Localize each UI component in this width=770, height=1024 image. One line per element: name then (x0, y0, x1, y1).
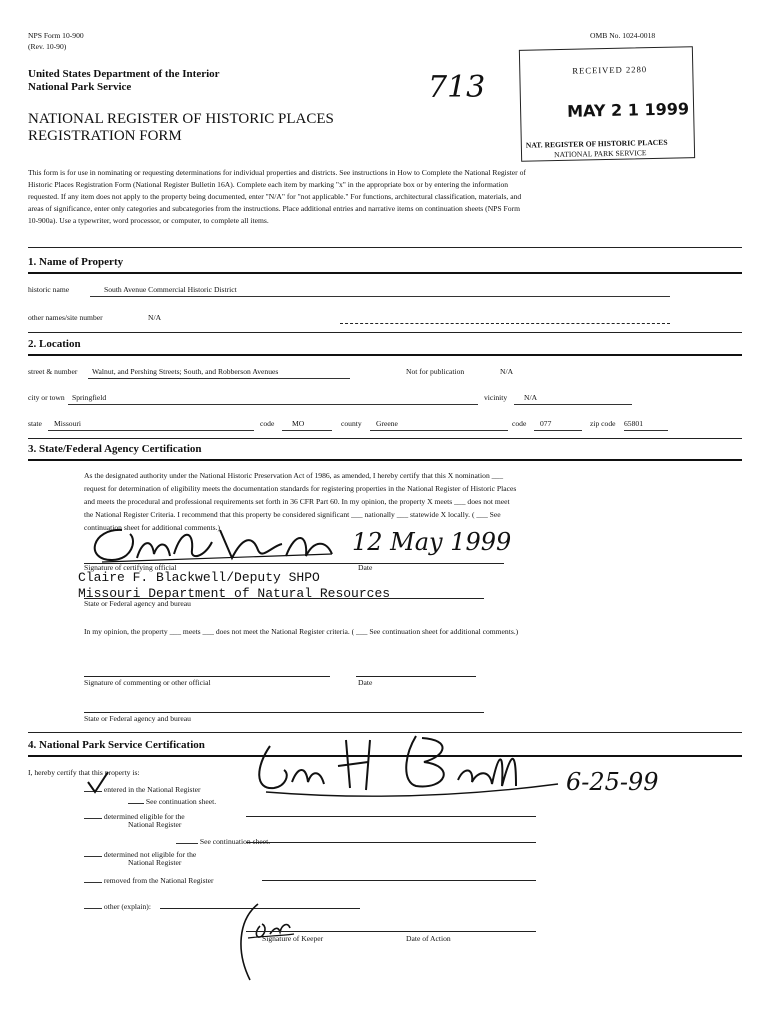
agency-label-2: State or Federal agency and bureau (84, 714, 191, 723)
county-field (370, 419, 508, 431)
status-continuation-2: See continuation sheet. (176, 833, 270, 846)
divider (28, 332, 742, 333)
status-other: other (explain): (84, 898, 151, 911)
street-value: Walnut, and Pershing Streets; South, and Robberson Avenues (92, 367, 279, 376)
city-label: city or town (28, 393, 65, 402)
commenting-label: Signature of commenting or other official (84, 678, 211, 687)
keeper-line-2 (246, 842, 536, 843)
form-number: NPS Form 10-900 (28, 31, 84, 40)
certification-line4: the National Register Criteria. I recommend that this property be considered significant ___ nationally ___ statewide X locally. ( ___ See (84, 510, 501, 519)
instructions-line4: areas of significance, enter only categories and subcategories from the instructions. Place additional entries and narrative items on continuation sheets (NPS Form (28, 204, 520, 213)
divider (340, 323, 670, 324)
certifying-date-handwritten: 12 May 1999 (352, 528, 512, 556)
state-value: Missouri (54, 419, 82, 428)
not-publication-value: N/A (500, 367, 514, 376)
county-code-value: 077 (540, 419, 552, 428)
not-publication-label: Not for publication (406, 367, 465, 376)
state-code-value: MO (292, 419, 305, 428)
vicinity-label: vicinity (484, 393, 508, 402)
zip-label: zip code (590, 419, 616, 428)
form-title-line1: NATIONAL REGISTER OF HISTORIC PLACES (28, 111, 334, 127)
keeper-line-1 (246, 816, 536, 817)
keeper-label: Signature of Keeper (262, 934, 324, 943)
historic-name-field (90, 285, 670, 297)
other-names-label: other names/site number (28, 313, 103, 322)
status-continuation-1: See continuation sheet. (128, 793, 216, 806)
keeper-line-3 (262, 880, 536, 881)
omb-number: OMB No. 1024-0018 (590, 31, 656, 40)
section4-heading: 4. National Park Service Certification (28, 739, 205, 751)
keeper-signature-line (246, 931, 536, 932)
instructions-line3: requested. If any item does not apply to the property being documented, enter "N/A" for "not applicable." For functions, architectural classification, materials, and (28, 192, 522, 201)
county-code-field (534, 419, 582, 431)
instructions-line2: Historic Places Registration Form (National Register Bulletin 16A). Complete each item by marking "x" in the appropriate box or by entering the information (28, 180, 509, 189)
certification-line1: As the designated authority under the National Historic Preservation Act of 1986, as amended, I hereby certify that this X nomination ___ (84, 471, 504, 480)
state-code-label: code (260, 419, 275, 428)
city-value: Springfield (72, 393, 107, 402)
form-title-line2: REGISTRATION FORM (28, 128, 182, 144)
commenting-signature-line (84, 676, 330, 677)
commenting-date-label: Date (358, 678, 373, 687)
historic-name-label: historic name (28, 285, 70, 294)
divider (28, 272, 742, 274)
service-name: National Park Service (28, 81, 132, 93)
signer-name: Claire F. Blackwell/Deputy SHPO (78, 570, 320, 585)
status-national-register-2: National Register (128, 858, 182, 867)
state-field (48, 419, 254, 431)
stamp-line2: NATIONAL PARK SERVICE (553, 148, 647, 160)
stamp-date: MAY 2 1 1999 (566, 99, 690, 121)
status-not-eligible: determined not eligible for the (84, 846, 196, 859)
instructions-line1: This form is for use in nominating or requesting determinations for individual properties and districts. See instructions in How to Complete the National Register of (28, 168, 526, 177)
state-code-field (282, 419, 332, 431)
status-national-register-1: National Register (128, 820, 182, 829)
signature-label: Signature of certifying official (84, 563, 177, 572)
commenting-date-line (356, 676, 476, 677)
section3-heading: 3. State/Federal Agency Certification (28, 443, 202, 455)
stamp-received: RECEIVED 2280 (572, 64, 648, 76)
divider (28, 459, 742, 461)
status-entered: entered in the National Register (84, 781, 200, 794)
check-mark-icon (86, 772, 110, 796)
keeper-signature (246, 726, 566, 806)
nps-intro: I, hereby certify that this property is: (28, 768, 140, 777)
state-label: state (28, 419, 42, 428)
section1-heading: 1. Name of Property (28, 256, 124, 268)
divider (28, 354, 742, 356)
agency-label: State or Federal agency and bureau (84, 599, 191, 608)
agency-line-2 (84, 712, 484, 713)
date-label: Date (358, 563, 373, 572)
for-initials (232, 902, 312, 984)
opinion-text: In my opinion, the property ___ meets ___ does not meet the National Register criteria. ( ___ See continuation sheet for additional comments.) (84, 627, 519, 636)
street-label: street & number (28, 367, 78, 376)
county-label: county (341, 419, 362, 428)
zip-value: 65801 (624, 419, 643, 428)
certification-line2: request for determination of eligibility meets the documentation standards for registering properties in the National Register of Historic Places (84, 484, 517, 493)
street-field (88, 367, 350, 379)
department-name: United States Department of the Interior (28, 68, 220, 80)
certifying-signature (82, 520, 352, 568)
agency-name: Missouri Department of Natural Resources (78, 586, 391, 601)
section2-heading: 2. Location (28, 338, 81, 350)
status-determined-eligible: determined eligible for the (84, 808, 185, 821)
zip-field (624, 419, 668, 431)
vicinity-field (514, 393, 632, 405)
status-removed: removed from the National Register (84, 872, 214, 885)
certification-line5: continuation sheet for additional comments.) (84, 523, 221, 532)
date-of-action-label: Date of Action (406, 934, 451, 943)
vicinity-value: N/A (524, 393, 538, 402)
certification-line3: and meets the procedural and professional requirements set forth in 36 CFR Part 60. In my opinion, the property X meets ___ does not meet (84, 497, 510, 506)
divider (28, 247, 742, 248)
county-code-label: code (512, 419, 527, 428)
instructions-line5: 10-900a). Use a typewriter, word processor, or computer, to complete all items. (28, 216, 269, 225)
divider (28, 438, 742, 439)
county-value: Greene (376, 419, 398, 428)
keeper-date-handwritten: 6-25-99 (566, 768, 659, 796)
stamp-line1: NAT. REGISTER OF HISTORIC PLACES (525, 137, 668, 150)
city-field (68, 393, 478, 405)
received-stamp (519, 46, 695, 162)
form-revision: (Rev. 10-90) (28, 42, 67, 51)
historic-name-value: South Avenue Commercial Historic District (104, 285, 237, 294)
handwritten-number: 713 (428, 70, 486, 105)
other-names-value: N/A (148, 313, 162, 322)
